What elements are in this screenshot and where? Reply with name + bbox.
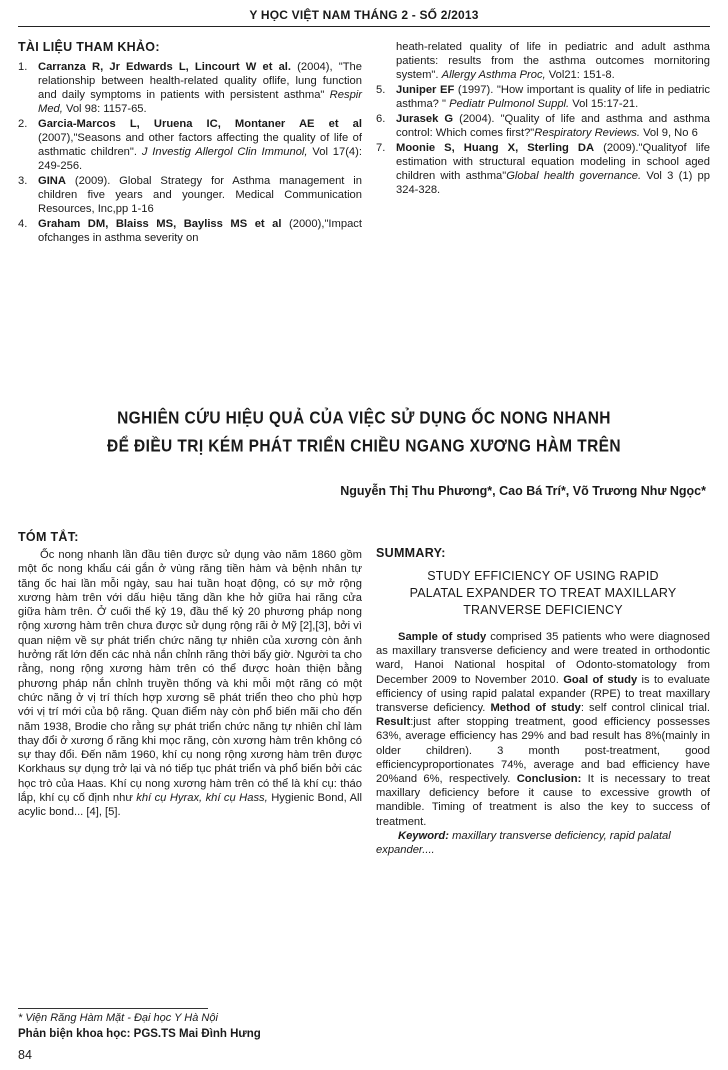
reference-text: (2009)."Qualityof life estimation with structural equation modeling in school aged children with asthma" — [396, 142, 710, 182]
summary-heading: SUMMARY: — [376, 546, 446, 560]
reference-number: 7. — [376, 142, 386, 154]
references-list-left — [18, 60, 362, 246]
reference-number: 6. — [376, 113, 386, 125]
summary-text-keyword: maxillary transverse deficiency, rapid palatal expander.... — [376, 829, 671, 857]
summary-text-method: : self control clinical trial. — [580, 702, 710, 715]
summary-label-result: Result — [376, 716, 411, 729]
abstract-vi-paragraph — [18, 548, 362, 820]
page-number: 84 — [18, 1048, 32, 1062]
summary-label-keyword: Keyword: — [398, 829, 449, 842]
reference-journal: J Investig Allergol Clin Immunol, — [141, 146, 308, 158]
reference-authors: Juniper EF — [396, 84, 455, 96]
reviewer-note: Phản biện khoa học: PGS.TS Mai Đình Hưng — [18, 1028, 261, 1040]
reference-journal: Respiratory Reviews. — [534, 127, 640, 139]
reference-authors: GINA — [38, 175, 66, 187]
reference-text: (2004). "Quality of life and asthma and asthma control: Which comes first?" — [396, 113, 710, 139]
abstract-vi-text: Ốc nong nhanh lần đầu tiên được sử dụng vào năm 1860 gồm một ốc nong khẩu cái gắn ở vùng răng tiền hàm và bệnh nhân tự tăng ốc hai lần mỗi ngày, sau hai tuần hoạt động, có sự mở rộng xương hàm trên với dấu hiệu tăng dần khe hở giữa hai răng cửa giữa hàm trên. Ở cuối thế kỷ 19, đầu thế kỷ 20 phương pháp nong rộng xương hàm trên chưa được sử dụng rộng rãi ở Mỹ [2],[3], bởi vì quan niệm về sự phát triển chức năng tự nhiên của xương còn ảnh hưởng rất lớn đến các nhà nắn chỉnh răng thời bấy giờ. Người ta cho rằng, nong rộng xương hàm trên có thể được hoàn thiện bằng phương pháp nắn chỉnh truyền thống và khi mỗi một răng có một chức năng ở vị trí thích hợp xương sẽ phát triển theo cho phù hợp với vị trí mới của bộ răng. Quan điểm này còn phổ biến mãi cho đến năm 1938, Brodie cho rằng sự phát triển chức năng tự nhiên chỉ làm thay đổi ở xương ổ răng khi mọc răng, còn xương hàm trên không có sự thay đổi. Đến năm 1960, khí cụ nong rộng xương hàm trên được Korkhaus sự dụng trở lại và nó tiếp tục phát triển và phổ biến bởi các học trò của Haas. Khí cụ nong xương hàm trên có thể là khí cụ: tháo lắp, khí cụ cố định như — [18, 549, 362, 805]
reference-number: 3. — [18, 175, 28, 187]
reference-tail: Vol 3 (1) pp 324-328. — [396, 170, 710, 196]
footnote-rule — [18, 1008, 208, 1009]
summary-body-block — [376, 630, 710, 857]
reference-item — [18, 174, 362, 216]
reference-number: 2. — [18, 118, 28, 130]
reference-item — [18, 60, 362, 116]
reference-tail: Vol 15:17-21. — [569, 98, 639, 110]
reference-authors: Jurasek G — [396, 113, 454, 125]
reference-text: (2007),"Seasons and other factors affecting the quality of life of asthmatic children". — [38, 132, 362, 158]
abstract-vi-body — [18, 548, 362, 820]
reference-item-continued — [376, 40, 710, 82]
reference-number: 5. — [376, 84, 386, 96]
reference-authors: Moonie S, Huang X, Sterling DA — [396, 142, 595, 154]
reference-text: (2000),"Impact ofchanges in asthma severity on — [38, 218, 362, 244]
article-title-line-2: ĐỂ ĐIỀU TRỊ KÉM PHÁT TRIỂN CHIỀU NGANG XƯƠNG HÀM TRÊN — [106, 436, 621, 457]
article-title-line-1: NGHIÊN CỨU HIỆU QUẢ CỦA VIỆC SỬ DỤNG ỐC NONG NHANH — [117, 408, 611, 429]
reference-text: (2004), "The relationship between health-related quality oflife, lung function and daily symptoms in patients with persistent asthma" — [38, 61, 362, 101]
reference-journal: Pediatr Pulmonol Suppl. — [449, 98, 570, 110]
reference-authors: Carranza R, Jr Edwards L, Lincourt W et al. — [38, 61, 292, 73]
abstract-vi-heading: TÓM TẮT: — [18, 530, 79, 544]
summary-text-sample: comprised 35 patients who were diagnosed as maxillary transverse deficiency and were treated in orthodontic ward, Hanoi National hospital of Odonto-stomatology from December 2009 to November 2010. — [376, 631, 710, 686]
running-header: Y HỌC VIỆT NAM THÁNG 2 - SỐ 2/2013 — [249, 8, 479, 22]
summary-label-goal: Goal of study — [563, 673, 638, 686]
summary-keywords — [376, 829, 710, 857]
reference-number: 1. — [18, 61, 28, 73]
summary-title-line-2: PALATAL EXPANDER TO TREAT MAXILLARY — [409, 586, 677, 600]
summary-title-block — [376, 568, 710, 619]
summary-label-method: Method of study — [490, 702, 581, 715]
summary-text-result: :just after stopping treatment, good efficiency possesses 63%, average efficiency has 29% and bad result has 8%(mainly in older children). 3 month post-treatment, good efficiencyproportionates 74%, average and bad efficiency have 20%and 6%, respectively. — [376, 716, 710, 786]
affiliation-footnote: * Viện Răng Hàm Mặt - Đại học Y Hà Nội — [18, 1012, 218, 1024]
reference-item — [18, 117, 362, 173]
reference-item — [376, 141, 710, 197]
summary-text-conclusion: It is necessary to treat maxillary deficiency before it cause to excessive growth of mandible. Timing of treatment is also the key to success of treatment. — [376, 773, 710, 828]
abstract-vi-italic: khí cụ Hyrax, khí cụ Hass, — [136, 792, 268, 805]
summary-label-sample: Sample of study — [398, 631, 487, 643]
references-list-right — [376, 40, 710, 198]
reference-item — [376, 112, 710, 140]
reference-item — [376, 83, 710, 111]
reference-authors: Garcia-Marcos L, Uruena IC, Montaner AE et al — [38, 118, 362, 130]
reference-tail: Vol 9, No 6 — [639, 127, 698, 139]
reference-journal: Respir Med, — [38, 89, 362, 115]
reference-tail: Vol 17(4): 249-256. — [38, 146, 362, 172]
abstract-vi-tail: Hygienic Bond, All acylic bond... [4], [5]. — [18, 792, 362, 819]
reference-journal: Global health governance. — [506, 170, 642, 182]
reference-tail: Vol21: 151-8. — [545, 69, 615, 81]
reference-item — [18, 217, 362, 245]
summary-text-goal: is to evaluate efficiency of using rapid palatal expander (RPE) to treat maxillary transverse deficiency. — [376, 673, 710, 715]
references-heading: TÀI LIỆU THAM KHẢO: — [18, 40, 160, 54]
reference-text: (1997). "How important is quality of life in pediatric asthma? " — [396, 84, 711, 110]
article-authors: Nguyễn Thị Thu Phương*, Cao Bá Trí*, Võ Trương Như Ngọc* — [340, 484, 706, 498]
reference-authors: Graham DM, Blaiss MS, Bayliss MS et al — [38, 218, 282, 230]
reference-number: 4. — [18, 218, 28, 230]
reference-text: (2009). Global Strategy for Asthma management in children five years and younger. Medical Communication Resources, Inc,pp 1-16 — [38, 175, 362, 215]
summary-label-conclusion: Conclusion: — [516, 773, 582, 786]
header-rule — [18, 26, 710, 27]
reference-text: heath-related quality of life in pediatric and adult asthma patients: results from the asthma outcomes mornitoring system". — [396, 41, 710, 81]
summary-title-line-3: TRANVERSE DEFICIENCY — [463, 603, 623, 617]
reference-tail: Vol 98: 1157-65. — [62, 103, 147, 115]
summary-title-line-1: STUDY EFFICIENCY OF USING RAPID — [427, 569, 659, 583]
summary-paragraph — [376, 630, 710, 829]
reference-journal: Allergy Asthma Proc, — [441, 69, 546, 81]
